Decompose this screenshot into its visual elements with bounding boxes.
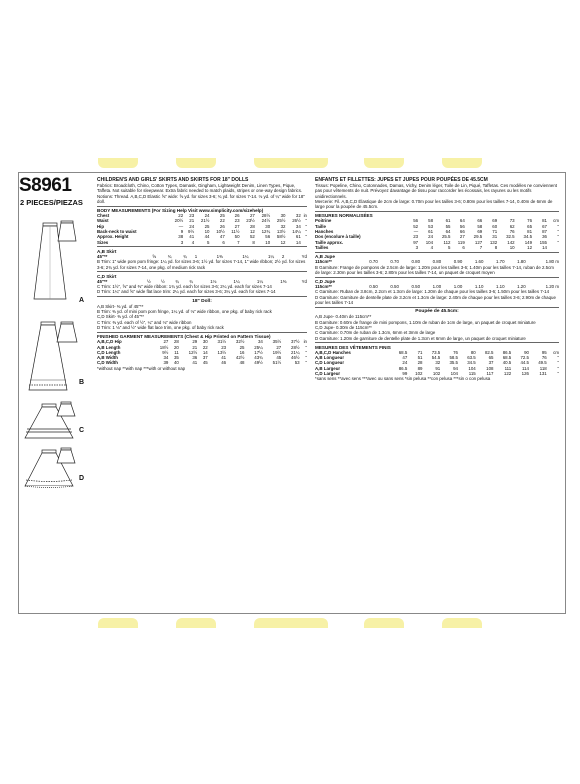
doll-c-text: C Trim: ⅜ yd. each of ½", ¼" and ⅛" wide ribbon [97,319,192,325]
skirt-a-drawing [34,221,76,299]
french-column [315,177,559,382]
table-row: Taille approx. 97 104 112 119 127 132 142 149 155 " [315,239,559,245]
table-row: C,D Width 39 40 41 45 46 48 49½ 51½ 53 " [97,360,307,366]
table-row: C,D Longueur 24 28 32 35.5 34.5 37 40.5 44.5 49.5 " [315,360,559,366]
english-footnote: *without nap **with nap ***with or without nap [97,365,186,371]
cd-jupe-title: C,D Jupe [315,279,335,285]
tab-marker [176,158,216,168]
table-row: A,B Longueur 47 51 54.5 58.5 63.5 65 68.5 72.5 76 " [315,355,559,361]
d-trim-text: D Trim: 1¼" and ⅝" wide flat lace trim: 2¼ yd. each for sizes 3-6; 3¼ yd. each for sizes 7-14 [97,289,276,295]
doll-title: 18" Doll: [192,298,212,304]
ab-jupe-title: A,B Jupe [315,254,335,260]
tab-marker [364,158,404,168]
table-row: Dos (encolure à taille) 23 24 25.5 27 29.5 31 32.5 34.5 36 " [315,234,559,240]
ab-trim-text: B Trim: 1" wide pom pom fringe: 1¼ yd. for sizes 3-6; 1½ yd. for sizes 7-14, 1" wide ribbon; 2½ yd. for sizes 3-6; 2¾ yd. for sizes 7-14, one pkg. of medium rick rack [97,259,306,270]
table-row: C,D Length 9½ 11 12½ 14 13½ 16 17½ 19½ 21¼ " [97,349,307,355]
table-row: Waist 20½ 21 21½ 22 23 23½ 24½ 25½ 26½ " [97,218,307,224]
table-row: Tailles 3 4 5 6 7 8 10 12 14 [315,244,547,250]
table-row: A,B,C,D Hanches 68.5 71 73.5 76 80 82.5 86.5 90 95 cm [315,349,559,355]
french-title: ENFANTS ET FILLETTES: JUPES ET JUPES POUR POUPÉES DE 45.5CM [315,177,488,183]
d-garniture-text: D Garniture: Garniture de dentelle plate de 3.2cm et 1.3cm de large: 2.40m de chaque pour les tailles 3-6; 2.90m de chaque pour les tailles 7-14 [315,294,556,306]
doll-cd-text: C,D Skirt- ⅜ yd. of 45"** [97,314,144,320]
french-footnote: *sans sens **avec sens ***avec ou sans sens *sin pelusa **con pelusa ***sin o con pelusa [315,376,491,382]
english-title: CHILDREN'S AND GIRLS' SKIRTS AND SKIRTS FOR 18" DOLLS [97,177,249,183]
table-row: 115cm** 0.50 0.50 0.50 1.00 1.00 1.10 1.10 1.20 1.20 m [315,284,559,290]
finished-measurements-title: FINISHED GARMENT MEASUREMENTS (Chest & Hip Printed on Pattern Tissue) [97,334,271,340]
table-row: A,B Width 34 35 36 37 41 42½ 43¾ 45 46½ " [97,355,307,361]
table-row: Hip — 24 25 26 27 28 30 32 34 " [97,223,307,229]
table-row: 45"** ½ ½ ¾ ¾ 1⅛ 1¼ 1¼ 1⅜ Yd [97,278,307,284]
mesures-title: MESURES NORMALISÉES [315,213,373,219]
skirt-c-drawing [25,402,75,438]
poupee-d-text: D Garniture: 1.20m de garniture de dentelle plate de 1.3cm et 6mm de large, un paquet de croquet miniature [315,335,526,341]
table-row: Back-neck to waist 9 9½ 10 10½ 11½ 12 12¾ 13½ 14¼ " [97,229,307,235]
table-row: Taille 52 53 55 56 58 60 62 65 67 " [315,223,559,229]
tab-marker [98,158,138,168]
tab-marker [364,618,404,628]
skirt-d-drawing [25,448,75,488]
c-trim-text: C Trim: 1½", ⅝" and ⅜" wide ribbon: 1¾ yd. each for sizes 3-6; 2¼ yd. each for sizes 7-14 [97,284,272,290]
mesures-table [315,218,559,250]
instruction-sheet [18,172,566,614]
doll-d-text: D Trim: 1 ⅛" and ½" wide flat lace trim, one pkg. of baby rick rack [97,324,224,330]
tab-marker [442,618,482,628]
view-label-c: C [79,427,85,434]
poupee-title: Poupée de 45.5cm: [415,309,459,315]
table-row: A,B Largeur 86.5 89 91 94 104 108 111 114 118 " [315,365,559,371]
table-row: Approx. Height 38 41 44 47 50 52 56 58½ 61 " [97,234,307,240]
tab-marker [98,618,138,628]
table-row: Poitrine 56 58 61 64 66 69 73 76 81 cm [315,218,559,224]
ab-skirt-title: A,B Skirt [97,248,117,254]
mesures-finis-table [315,350,559,376]
cd-skirt-title: C,D Skirt [97,273,117,279]
tab-marker [176,618,216,628]
c-garniture-text: C Garniture: Ruban de 3.8cm, 2.2cm et 1.3cm de large: 1.20m de chaque pour les tailles 3-6; 1.50m pour les tailles 7-14 [315,289,550,295]
view-label-a: A [79,297,85,304]
doll-b-text: B Trim: ⅜ yd. of mini pom pom fringe, 1¼ yd. of ⅛" wide ribbon, one pkg. of baby rick rack [97,309,272,315]
mesures-finis-title: MESURES DES VÊTEMENTS FINIS [315,344,391,350]
ab-garniture-text: B Garniture: Frange de pompons de 2.5cm de large: 1.20m pour les tailles 3-6; 1.40m pour les tailles 7-14, ruban de 2.5cm de large: 2.30m pour les tailles 3-6; 2.80m pour les tailles 7-14, un paquet de croquet moyen [315,264,554,275]
body-measurements-title: BODY MEASUREMENTS (For Sizing Help Visit www.simplicity.com/sizehelp) [97,208,264,214]
notions-text: Notions: Thread. A,B,C,D Elastic ⅝" wide: ⅝ yd. for sizes 3-6; ¾ yd. for sizes 7-14. ⅛ yd. of ¼" wide for 18" doll. [97,193,305,204]
table-row: C,D Largeur 99 102 102 104 115 117 122 126 131 " [315,371,559,377]
view-label-b: B [79,379,85,386]
pattern-code: S8961 [19,175,72,196]
poupee-b-text: B Garniture: 0.60m de frange de mini pompons, 1.10m de ruban de 1cm de large, un paquet de croquet miniature [315,319,536,325]
table-row: Hanches — 61 64 66 69 71 76 81 87 " [315,229,559,235]
finished-measurements-table [97,339,307,365]
pieces-count: 2 PIECES/PIEZAS [20,198,83,207]
fabrics-text: Fabrics: Broadcloth, Chino, Cotton Types, Damask, Gingham, Lightweight Denim, Linen Types, Pique, Taffeta. Not suitable for sleepwear. Extra fabric needed to match plaids, stripes or one-way design fabrics. [97,183,303,194]
tab-marker [254,158,328,168]
view-drawings [19,207,99,607]
table-row: 45"** ⅝ ¾ ¾ 1 1⅜ 1¼ 1¼ 2 Yd [97,253,307,259]
mercerie-text: Mercerie: Fil. A,B,C,D Élastique de 2cm de large: 0.70m pour les tailles 3-6; 0.80m pour les tailles 7-14, 0.40m de 6mm de large pour la poupée de 45.5cm. [315,198,553,210]
table-row: Sizes 3 4 5 6 7 8 10 12 14 [97,239,301,245]
tab-marker [442,158,482,168]
body-measurements-table [97,213,307,245]
english-column [97,177,307,371]
table-row: 115cm** 0.70 0.70 0.80 0.80 0.90 1.60 1.70 1.80 1.80 m [315,259,559,265]
table-row: A,B Length 18½ 20 21 22 23 25 25¼ 27 28½ " [97,344,307,350]
doll-ab-text: A,B Skirt- ⅜ yd. of 45"** [97,303,144,309]
tissus-text: Tissus: Popeline, Chino, Cotonnades, Damas, Vichy, Denim léger, Toile de Lin, Piqué, Taffetas. Ces modèles ne conviennent pas pour vêtements de nuit. Prévoyez davantage de tissu pour raccorder les écossais, les rayures ou les motifs unidirectionnels. [315,183,558,199]
view-label-d: D [79,475,85,482]
poupee-c-text: C Garniture: 0.70m de ruban de 1.3cm, 6mm et 3mm de large [315,330,436,336]
tab-marker [254,618,328,628]
poupee-ab-text: A,B Jupe- 0.40m de 115cm** [315,314,372,320]
table-row: A,B,C,D Hip 27 28 29 30 31½ 32½ 34 35½ 37½ in [97,339,307,345]
table-row: Chest 22 23 24 25 26 27 28½ 30 32 in [97,213,307,219]
skirt-b-drawing [29,322,77,390]
poupee-cd-text: C,D Jupe- 0.30m de 115cm** [315,324,372,330]
